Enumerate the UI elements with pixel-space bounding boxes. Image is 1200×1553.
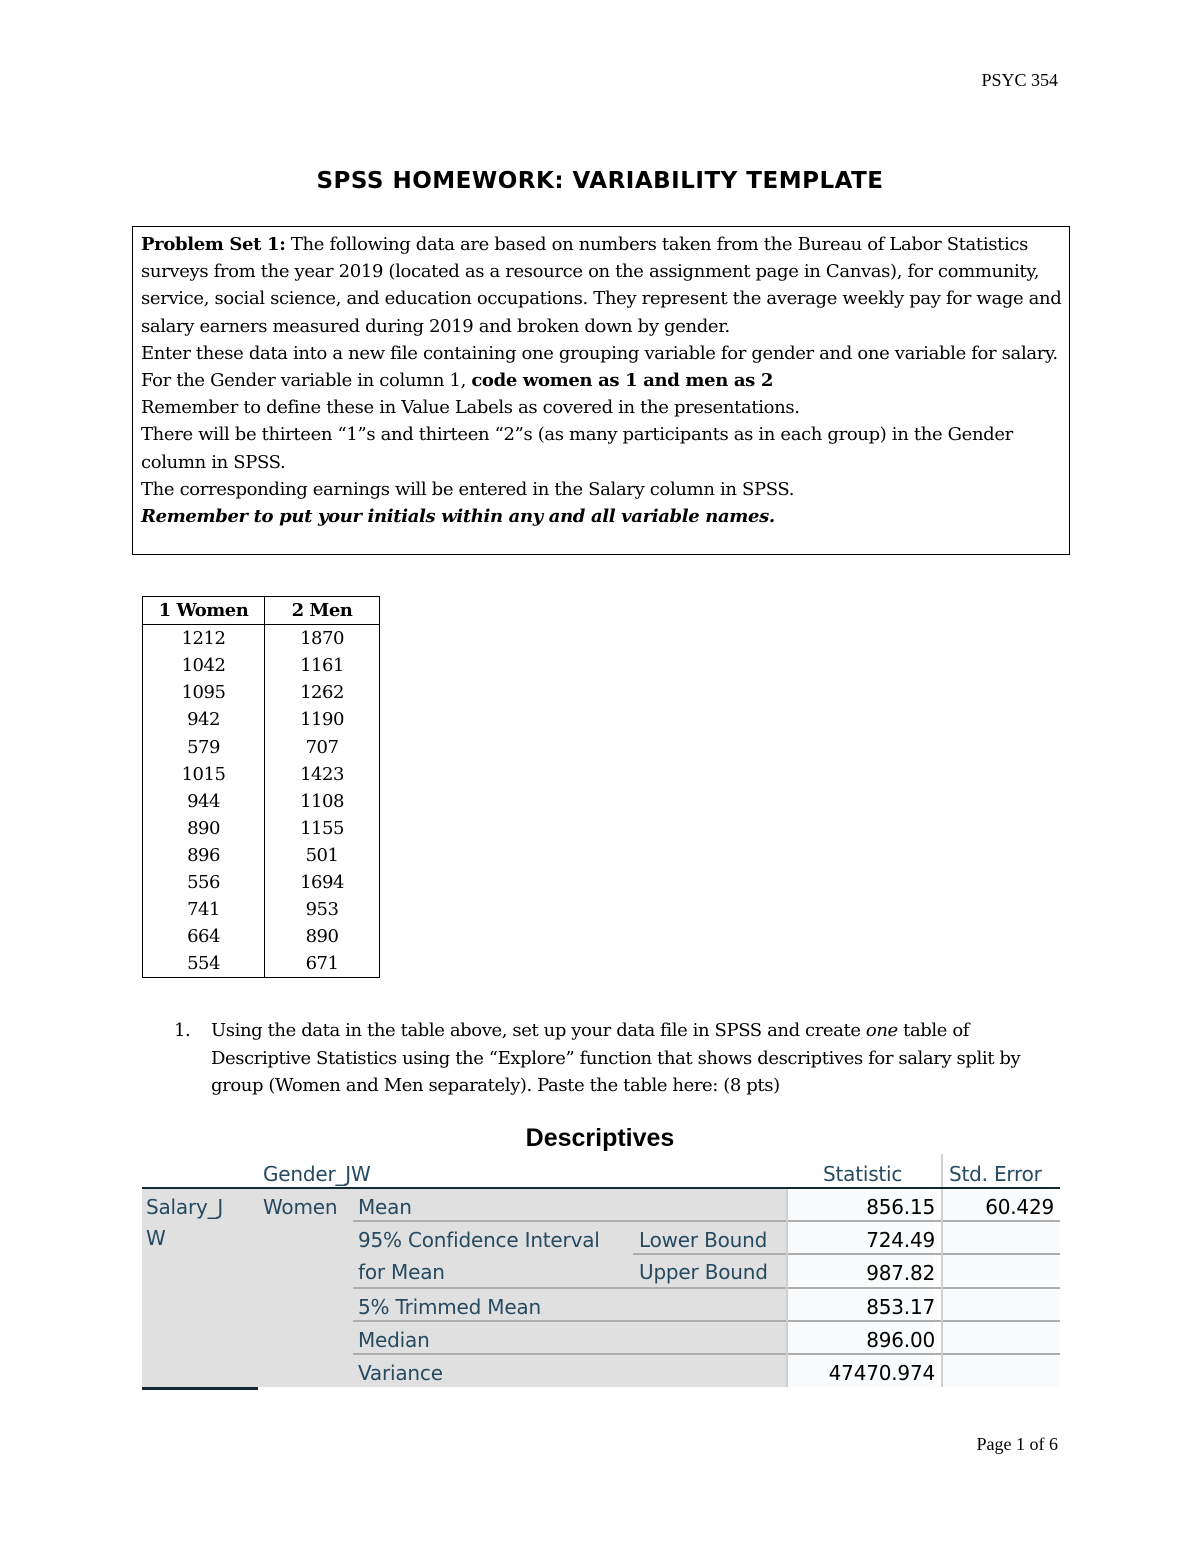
column-divider [786,1189,788,1387]
question-text [211,1017,1061,1100]
column-header-women: 1 Women [143,597,265,625]
variable-name-line1: Salary_J [146,1195,224,1219]
header-gender: Gender_JW [263,1162,371,1186]
mean-std-error: 60.429 [943,1189,1054,1220]
header-statistic: Statistic [823,1162,903,1186]
women-salary-cell: 1095 [143,679,265,706]
women-salary-cell: 944 [143,788,265,815]
table-header-row [143,597,380,625]
trimmed-mean-error [943,1289,1060,1320]
problem-line: The corresponding earnings will be entered in the Salary column in SPSS. [141,478,795,500]
problem-line: Enter these data into a new file containing one grouping variable for gender and one variable for salary. [141,342,1058,364]
title-text: SPSS HOMEWORK: VARIABILITY TEMPLATE [316,168,884,194]
trimmed-mean-statistic: 853.17 [786,1289,935,1320]
men-salary-cell: 953 [265,896,380,923]
column-header-men: 2 Men [265,597,380,625]
women-salary-cell: 1042 [143,652,265,679]
problem-intro-text: The following data are based on numbers taken from the Bureau of Labor Statistics surveys from the year 2019 (located as a resource on the assignment page in Canvas), for community, service, social science, and education occupations. They represent the average weekly pay for wage and salary earners measured during 2019 and broken down by gender. [141,234,1062,337]
descriptives-table [142,1150,1060,1390]
table-row [143,733,380,760]
women-salary-cell: 942 [143,706,265,733]
women-salary-cell: 664 [143,923,265,950]
page-number: Page 1 of 6 [976,1434,1058,1454]
variable-bottom-rule [142,1387,258,1390]
upper-bound-label: Upper Bound [639,1260,768,1284]
problem-line: There will be thirteen “1”s and thirteen “2”s (as many participants as in each group) in the Gender column in SPSS. [141,424,1013,473]
women-salary-cell: 554 [143,950,265,978]
mean-statistic: 856.15 [786,1189,935,1220]
problem-label: Problem Set 1: [141,234,286,255]
table-row [143,652,380,679]
problem-line [141,367,1063,394]
coding-instruction-bold: code women as 1 and men as 2 [471,370,774,392]
problem-intro [141,231,1063,340]
women-salary-cell: 556 [143,869,265,896]
ci-label-line2: for Mean [358,1260,445,1284]
column-divider [941,1189,943,1387]
coding-instruction: For the Gender variable in column 1, [141,370,472,392]
women-salary-cell: 1015 [143,761,265,788]
table-row [143,788,380,815]
table-row [143,896,380,923]
table-row [143,679,380,706]
lower-bound-error [943,1222,1060,1253]
question-emphasis: one [865,1020,898,1041]
question-text-part: Using the data in the table above, set up your data file in SPSS and create [211,1020,866,1041]
variance-error [943,1355,1060,1387]
median-error [943,1322,1060,1353]
table-row [143,923,380,950]
men-salary-cell: 1161 [265,652,380,679]
table-row [143,706,380,733]
men-salary-cell: 1423 [265,761,380,788]
women-salary-cell: 1212 [143,625,265,653]
question-text-part: table of Descriptive Statistics using the “Explore” function that shows descriptives for salary split by group (Women and Men separately). Paste the table here: (8 pts) [211,1020,1021,1096]
men-salary-cell: 1694 [265,869,380,896]
group-label: Women [263,1195,338,1219]
men-salary-cell: 707 [265,733,380,760]
variable-name-line2: W [146,1226,166,1250]
table-row [143,625,380,653]
table-row [143,842,380,869]
men-salary-cell: 1190 [265,706,380,733]
descriptives-title: Descriptives [525,1124,675,1152]
women-salary-cell: 890 [143,815,265,842]
salary-data-table [142,596,380,978]
document-title [0,168,1200,194]
trimmed-mean-label: 5% Trimmed Mean [358,1295,541,1319]
problem-set-box [132,226,1070,555]
table-row [143,950,380,978]
men-salary-cell: 1870 [265,625,380,653]
course-code: PSYC 354 [981,70,1058,90]
lower-bound-statistic: 724.49 [786,1222,935,1253]
women-salary-cell: 741 [143,896,265,923]
header-std-error: Std. Error [949,1162,1042,1186]
upper-bound-statistic: 987.82 [786,1255,935,1286]
header-divider [941,1154,943,1188]
table-row [143,815,380,842]
variance-label: Variance [358,1361,443,1385]
initials-reminder: Remember to put your initials within any and all variable names. [141,506,775,528]
median-label: Median [358,1328,430,1352]
question-number: 1. [174,1020,191,1041]
table-row [143,761,380,788]
ci-label-line1: 95% Confidence Interval [358,1228,600,1252]
men-salary-cell: 1262 [265,679,380,706]
variance-statistic: 47470.974 [786,1355,935,1387]
table-row [143,869,380,896]
men-salary-cell: 1108 [265,788,380,815]
men-salary-cell: 1155 [265,815,380,842]
men-salary-cell: 501 [265,842,380,869]
women-salary-cell: 896 [143,842,265,869]
upper-bound-error [943,1255,1060,1286]
men-salary-cell: 671 [265,950,380,978]
problem-line: Remember to define these in Value Labels as covered in the presentations. [141,397,800,419]
women-salary-cell: 579 [143,733,265,760]
median-statistic: 896.00 [786,1322,935,1353]
mean-label: Mean [358,1195,412,1219]
lower-bound-label: Lower Bound [639,1228,768,1252]
men-salary-cell: 890 [265,923,380,950]
